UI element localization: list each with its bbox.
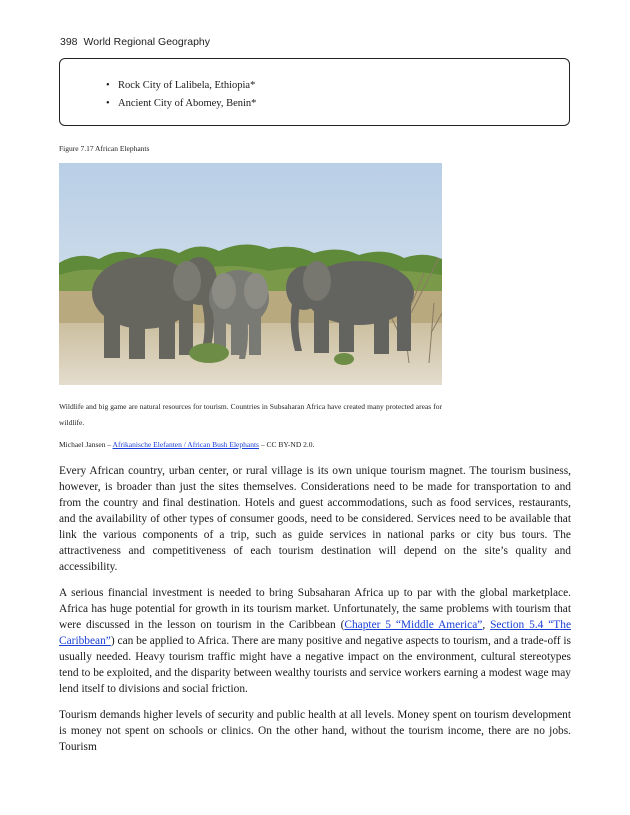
figure-caption: Wildlife and big game are natural resources for tourism. Countries in Subsaharan Africa have created many protected areas for wildlife. (59, 402, 442, 427)
callout-box (59, 58, 570, 126)
credit-license: – CC BY-ND 2.0. (260, 440, 315, 449)
body-text (59, 463, 571, 765)
link-separator: , (482, 619, 491, 631)
credit-link[interactable]: Afrikanische Elefanten / African Bush Elephants (112, 440, 259, 449)
callout-list (106, 77, 256, 113)
paragraph-text: ) can be applied to Africa. There are many positive and negative aspects to tourism, and a trade-off is usually needed. Heavy tourism traffic might have a negative impact on the environment, cultural stereotypes tend to be exploited, and the disparity between wealthy tourists and service workers earning a modest wage may lend itself to divisions and social friction. (59, 635, 571, 695)
paragraph: Every African country, urban center, or rural village is its own unique tourism magnet. The tourism business, however, is broader than just the sites themselves. Considerations need to be made for transportation to and from the country and final destination. Hotels and guest accommodations, such as food services, restaurants, and the availability of other types of consumer goods, need to be considered. Services need to be available that link the various components of a trip, such as guide services in national parks or city bus tours. The attractiveness and competitiveness of each tourism destination will depend on the site’s quality and accessibility. (59, 465, 571, 573)
paragraph (59, 585, 571, 697)
elephant-photo (59, 163, 442, 385)
list-item: • Rock City of Lalibela, Ethiopia* (106, 77, 256, 95)
credit-author: Michael Jansen – (59, 440, 112, 449)
running-head (60, 36, 210, 48)
list-item: • Ancient City of Abomey, Benin* (106, 95, 256, 113)
photo-illustration (59, 163, 442, 385)
figure-label: Figure 7.17 African Elephants (59, 144, 150, 153)
paragraph: Tourism demands higher levels of security and public health at all levels. Money spent on tourism development is money not spent on schools or clinics. On the other hand, without the tourism income, there are no jobs. Tourism (59, 709, 571, 753)
chapter-link[interactable]: Chapter 5 “Middle America” (344, 619, 483, 631)
section-link[interactable]: Section 5.4 “The Caribbean” (59, 619, 571, 647)
paragraph-text: A serious financial investment is needed to bring Subsaharan Africa up to par with the global marketplace. Africa has huge potential for growth in its tourism market. Unfortunately, the same problems with tourism that were discussed in the lesson on tourism in the Caribbean ( (59, 587, 571, 631)
figure-credit (59, 440, 314, 449)
book-title: World Regional Geography (83, 36, 210, 48)
page-number: 398 (60, 36, 78, 48)
